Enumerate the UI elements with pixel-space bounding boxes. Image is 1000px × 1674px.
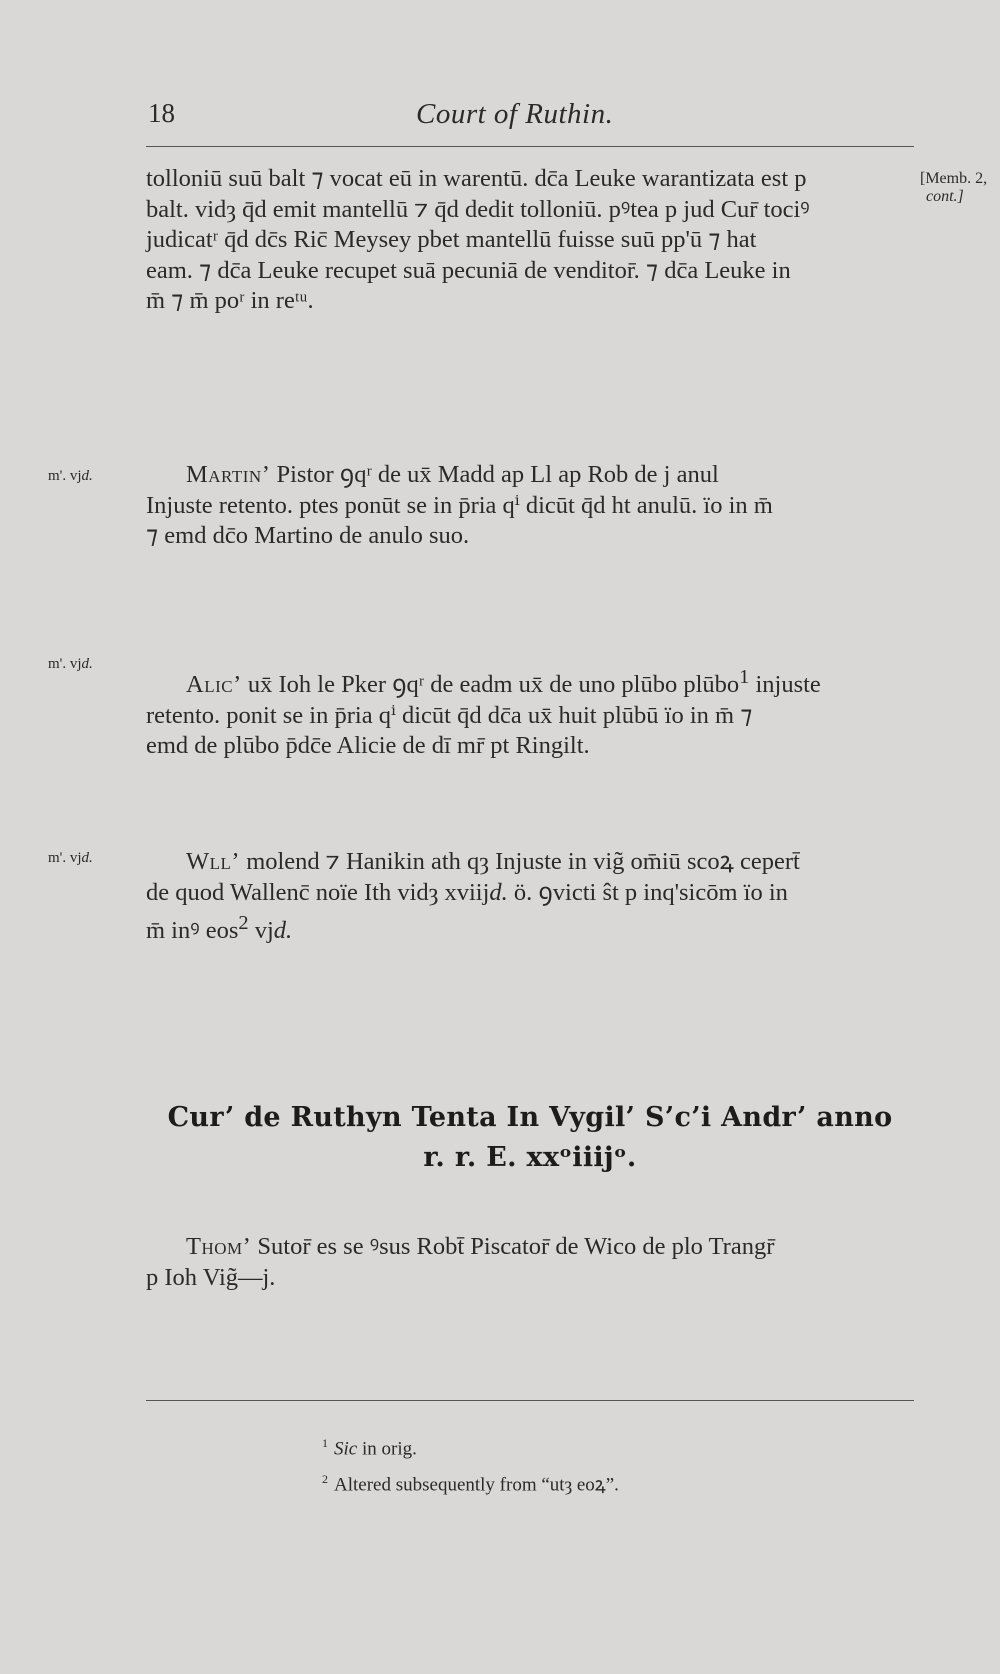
running-title: Court of Ruthin. xyxy=(416,98,614,130)
footnotes xyxy=(322,1428,619,1501)
paragraph-line: Wll’ molend ⁊ Hanikin ath qȝ Injuste in vig̃ om̄iū scoꝝ cepert̄ xyxy=(186,848,800,875)
paragraph-line: Martin’ Pistor ꝯqʳ de ux̄ Madd ap Ll ap Rob de j anul xyxy=(186,461,719,488)
margin-fine-note: m'. vjd. xyxy=(48,468,93,484)
court-heading xyxy=(146,1098,914,1178)
footnote-ref: 2 xyxy=(238,912,249,934)
membrane-note-cont: cont.] xyxy=(926,188,964,205)
paragraph-line: balt. vidȝ q̄d emit mantellū ⁊ q̄d dedit tolloniū. pꝰtea p jud Cur̄ tociꝰ xyxy=(146,195,810,223)
entry-paragraph-thom xyxy=(146,1232,914,1293)
margin-fine-note: m'. vjd. xyxy=(48,656,93,672)
header-rule xyxy=(146,146,914,147)
paragraph-line: m̄ ⁊ m̄ poʳ in reᵗᵘ. xyxy=(146,287,314,314)
entry-paragraph-1 xyxy=(146,164,914,317)
paragraph-line: m̄ inꝰ eos$^2$ vjd. xyxy=(146,912,293,945)
paragraph-line: Injuste retento. ptes ponūt se in p̄ria qⁱ dicūt q̄d ht anulū. ïo in m̄ xyxy=(146,491,773,519)
page-header xyxy=(148,98,913,138)
entry-name: Wll’ xyxy=(186,848,241,875)
paragraph-line: tolloniū suū balt ⁊ vocat eū in warentū. dc̄a Leuke warantizata est p xyxy=(146,165,807,192)
entry-name: Martin’ xyxy=(186,461,271,488)
entry-paragraph-alice xyxy=(146,662,914,762)
footnote-ref: 1 xyxy=(739,666,750,688)
court-heading-line-1: Cur’ de Ruthyn Tenta In Vygil’ S’c’i Andr’ anno xyxy=(167,1102,893,1133)
paragraph-line: ⁊ emd dc̄o Martino de anulo suo. xyxy=(146,522,470,549)
margin-fine-note: m'. vjd. xyxy=(48,850,93,866)
entry-paragraph-wll xyxy=(146,847,914,947)
paragraph-line: Alic’ ux̄ Ioh le Pker ꝯqʳ de eadm ux̄ de uno plūbo plūbo$^1$ injuste xyxy=(186,666,821,699)
paragraph-line: judicatʳ q̄d dc̄s Ric̄ Meysey pbet mantellū fuisse suū pp'ū ⁊ hat xyxy=(146,226,757,253)
paragraph-line: eam. ⁊ dc̄a Leuke recupet suā pecuniā de venditor̄. ⁊ dc̄a Leuke in xyxy=(146,256,791,284)
footnote-2: $^2$ Altered subsequently from “utȝ eoꝝ”. xyxy=(322,1472,619,1496)
membrane-note-memb: [Memb. 2, xyxy=(920,170,988,187)
entry-name: Alic’ xyxy=(186,671,242,699)
footnote-rule xyxy=(146,1400,914,1401)
paragraph-line: p Ioh Vig̃—j. xyxy=(146,1263,276,1291)
court-heading-line-2: r. r. E. xxᵒiiijᵒ. xyxy=(423,1142,637,1173)
paragraph-line: Thom’ Sutor̄ es se ꝰsus Robt̄ Piscator̄ de Wico de plo Trangr̄ xyxy=(186,1233,775,1260)
footnote-1: $^1$ Sic in orig. xyxy=(322,1436,417,1460)
paragraph-line: de quod Wallenc̄ noïe Ith vidȝ xviijd. ö. ꝯvicti ŝt p inq'sicōm ïo in xyxy=(146,878,788,906)
page-number: 18 xyxy=(148,98,175,128)
paragraph-line: emd de plūbo p̄dc̄e Alicie de dī mr̄ pt Ringilt. xyxy=(146,732,590,760)
membrane-note xyxy=(920,170,987,206)
entry-name: Thom’ xyxy=(186,1233,252,1260)
entry-paragraph-martin xyxy=(146,460,914,552)
paragraph-line: retento. ponit se in p̄ria qⁱ dicūt q̄d dc̄a ux̄ huit plūbū ïo in m̄ ⁊ xyxy=(146,701,753,729)
